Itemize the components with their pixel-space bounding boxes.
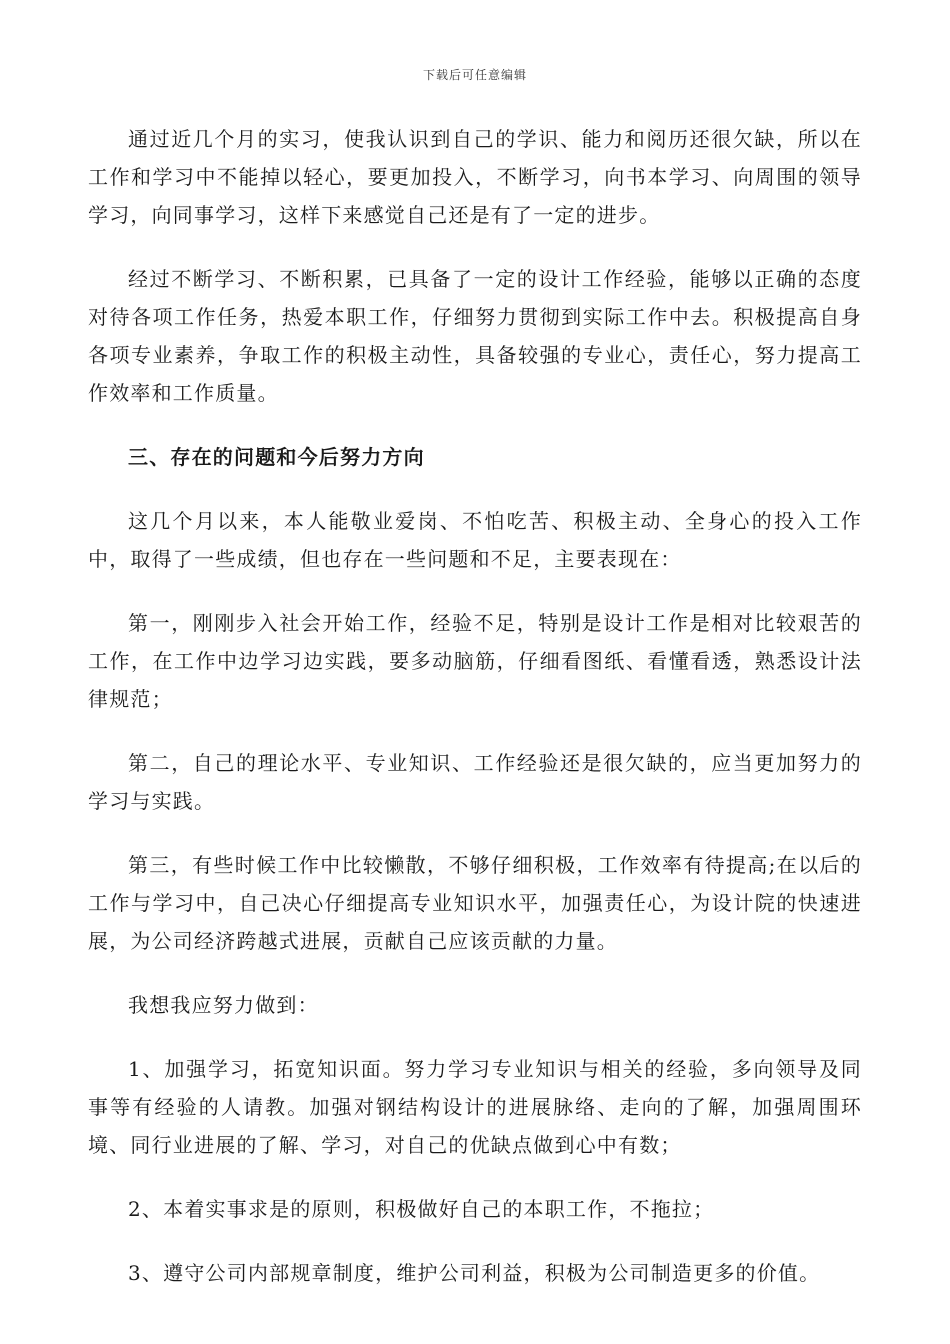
paragraph-6: 第三，有些时候工作中比较懒散，不够仔细积极，工作效率有待提高;在以后的工作与学习中，自己决心仔细提高专业知识水平，加强责任心，为设计院的快速进展，为公司经济跨越式进展，贡献自己应该贡献的力量。: [88, 853, 862, 953]
paragraph-1: 通过近几个月的实习，使我认识到自己的学识、能力和阅历还很欠缺，所以在工作和学习中不能掉以轻心，要更加投入，不断学习，向书本学习、向周围的领导学习，向同事学习，这样下来感觉自己还是有了一定的进步。: [88, 127, 862, 227]
paragraph-9: 2、本着实事求是的原则，积极做好自己的本职工作，不拖拉；: [128, 1197, 715, 1221]
paragraph-8: 1、加强学习，拓宽知识面。努力学习专业知识与相关的经验，多向领导及同事等有经验的人请教。加强对钢结构设计的进展脉络、走向的了解，加强周围环境、同行业进展的了解、学习，对自己的优缺点做到心中有数；: [88, 1057, 862, 1157]
document-body: [88, 120, 862, 1318]
paragraph-2: 经过不断学习、不断积累，已具备了一定的设计工作经验，能够以正确的态度对待各项工作任务，热爱本职工作，仔细努力贯彻到实际工作中去。积极提高自身各项专业素养，争取工作的积极主动性，具备较强的专业心，责任心，努力提高工作效率和工作质量。: [88, 267, 862, 405]
page-header: 下载后可任意编辑: [422, 68, 527, 82]
paragraph-7: 我想我应努力做到：: [128, 993, 319, 1017]
paragraph-5: 第二，自己的理论水平、专业知识、工作经验还是很欠缺的，应当更加努力的学习与实践。: [88, 751, 862, 813]
section-heading: 三、存在的问题和今后努力方向: [128, 445, 425, 469]
paragraph-10: 3、遵守公司内部规章制度，维护公司利益，积极为公司制造更多的价值。: [128, 1261, 821, 1285]
paragraph-4: 第一，刚刚步入社会开始工作，经验不足，特别是设计工作是相对比较艰苦的工作，在工作中边学习边实践，要多动脑筋，仔细看图纸、看懂看透，熟悉设计法律规范；: [88, 611, 862, 711]
paragraph-3: 这几个月以来，本人能敬业爱岗、不怕吃苦、积极主动、全身心的投入工作中，取得了一些成绩，但也存在一些问题和不足，主要表现在：: [88, 509, 862, 571]
